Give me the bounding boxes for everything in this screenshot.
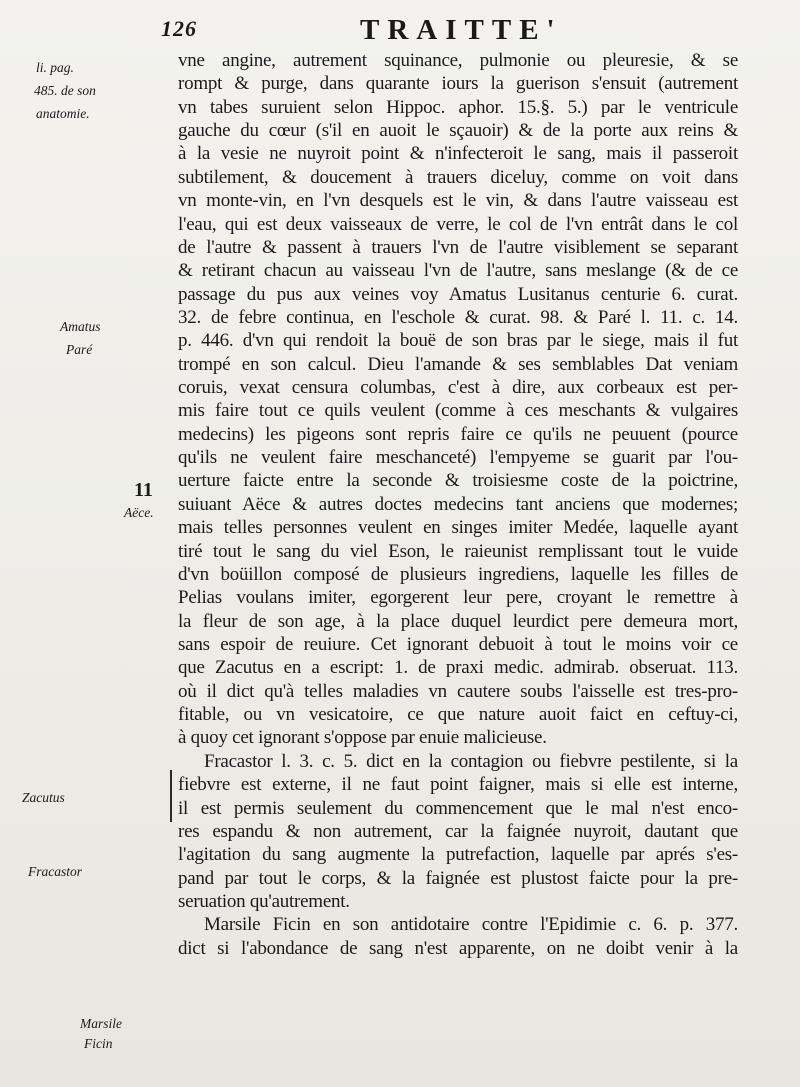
text-line: qu'ils ne veulent faire meschanceté) l'empyeme se guarit par l'ou- xyxy=(178,447,738,469)
text-line: mis faire tout ce quils veulent (comme à ces meschants & vulgaires xyxy=(178,400,738,422)
text-line: medecins) les pigeons sont repris faire ce qu'ils ne peuuent (pource xyxy=(178,423,738,445)
text-line: vn monte-vin, en l'vn desquels est le vin, & dans l'autre vaisseau est xyxy=(178,190,738,212)
text-line: l'eau, qui est deux vaisseaux de verre, le col de l'vn entrât dans le col xyxy=(178,213,738,235)
text-line: Pelias voulans imiter, egorgerent leur pere, croyant le remettre à xyxy=(178,587,738,609)
text-line: res espandu & non autrement, car la faignée nuyroit, dautant que xyxy=(178,820,738,842)
page-number: 126 xyxy=(161,16,197,41)
text-line: sans espoir de reuiure. Cet ignorant debuoit à tout le moins voir ce xyxy=(178,633,738,655)
text-line: p. 446. d'vn qui rendoit la bouë de son bras par le siege, mais il fut xyxy=(178,330,738,352)
text-line: gauche du cœur (s'il en auoit le sçauoir) & de la porte aux reins & xyxy=(178,120,738,142)
text-line: dict si l'abondance de sang n'est apparente, on ne doibt venir à la xyxy=(178,937,738,959)
body-text xyxy=(178,49,738,960)
text-line: Marsile Ficin en son antidotaire contre l'Epidimie c. 6. p. 377. xyxy=(204,914,738,936)
text-line: seruation qu'autrement. xyxy=(178,890,350,912)
text-line: fiebvre est externe, il ne faut point faigner, mais si elle est interne, xyxy=(178,774,738,796)
margin-note-ficin: Ficin xyxy=(84,1036,113,1051)
text-line: Fracastor l. 3. c. 5. dict en la contagion ou fiebvre pestilente, si la xyxy=(204,750,738,772)
text-line: coruis, vexat censura columbas, c'est à dire, aux corbeaux est per- xyxy=(178,377,738,399)
text-line: 32. de febre continua, en l'eschole & curat. 98. & Paré l. 11. c. 14. xyxy=(178,306,738,328)
margin-note-anatomy-3: anatomie. xyxy=(36,106,90,121)
text-line: que Zacutus en a escript: 1. de praxi medic. admirab. obseruat. 113. xyxy=(178,657,738,679)
text-line: à quoy cet ignorant s'oppose par enuie malicieuse. xyxy=(178,727,547,749)
margin-note-amatus: Amatus xyxy=(60,319,101,334)
text-line: d'vn boüillon composé de plusieurs ingrediens, laquelle les filles de xyxy=(178,563,738,585)
text-line: l'agitation du sang augmente la putrefaction, laquelle par aprés s'es- xyxy=(178,844,738,866)
text-line: passage du pus aux veines voy Amatus Lusitanus centurie 6. curat. xyxy=(178,283,738,305)
text-line: trompé en son calcul. Dieu l'amande & ses semblables Dat veniam xyxy=(178,353,738,375)
text-line: pand par tout le corps, & la faignée est plustost faicte pour la pre- xyxy=(178,867,738,889)
text-line: suiuant Aëce & autres doctes medecins tant anciens que modernes; xyxy=(178,493,738,515)
margin-note-anatomy-1: li. pag. xyxy=(36,60,74,75)
text-line: subtilement, & doucement à trauers diceluy, comme on voit dans xyxy=(178,166,738,188)
text-line: tiré tout le sang du viel Eson, le raieunist remplissant tout le vuide xyxy=(178,540,738,562)
text-line: la fleur de son age, à la place duquel leurdict pere demeura mort, xyxy=(178,610,738,632)
text-line: de l'autre & passent à trauers l'vn de l'autre visiblement se separant xyxy=(178,236,738,258)
text-line: & retirant chacun au vaisseau l'vn de l'autre, sans meslange (& de ce xyxy=(178,260,738,282)
margin-note-zacutus: Zacutus xyxy=(22,790,65,805)
margin-mark: 11 xyxy=(134,479,153,501)
margin-bracket xyxy=(170,770,172,822)
text-line: fitable, ou vn vesicatoire, ce que nature auoit faict en ceftuy-ci, xyxy=(178,704,738,726)
text-line: rompt & purge, dans quarante iours la guerison s'ensuit (autrement xyxy=(178,73,738,95)
margin-note-pare: Paré xyxy=(66,342,93,357)
margin-note-anatomy-2: 485. de son xyxy=(34,83,96,98)
running-title: TRAITTE' xyxy=(360,14,563,46)
text-line: vn tabes suruient selon Hippoc. aphor. 15.§. 5.) par le ventricule xyxy=(178,96,738,118)
margin-note-fracastor: Fracastor xyxy=(28,864,82,879)
margin-note-marsile: Marsile xyxy=(80,1016,122,1031)
text-line: uerture faicte entre la seconde & troisiesme coste de la poictrine, xyxy=(178,470,738,492)
text-line: mais telles personnes veulent en singes imiter Medée, laquelle ayant xyxy=(178,517,738,539)
text-line: il est permis seulement du commencement que le mal n'est enco- xyxy=(178,797,738,819)
text-line: à la vesie ne nuyroit point & n'infecteroit le sang, mais il passeroit xyxy=(178,143,738,165)
text-line: où il dict qu'à telles maladies vn cautere soubs l'aisselle est tres-pro- xyxy=(178,680,738,702)
margin-note-aece: Aëce. xyxy=(124,505,154,520)
text-line: vne angine, autrement squinance, pulmonie ou pleuresie, & se xyxy=(178,50,738,71)
